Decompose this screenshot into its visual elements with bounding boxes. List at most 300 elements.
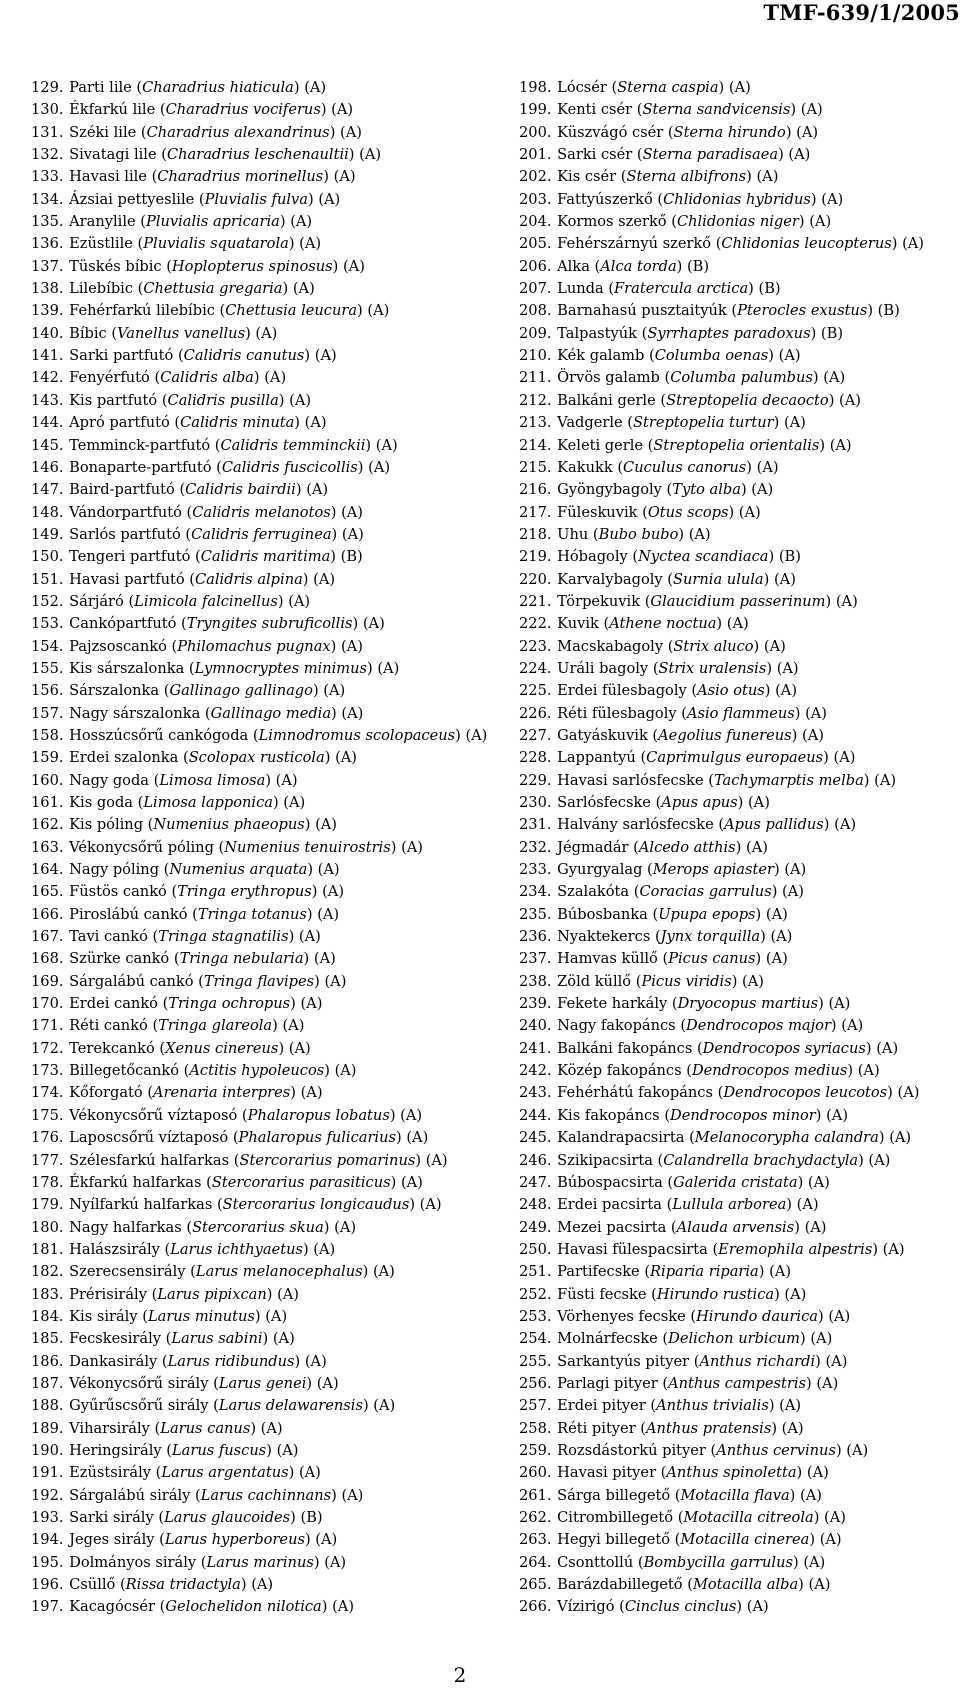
species-entry: 185. Fecskesirály (Larus sabini) (A) (31, 1330, 295, 1348)
hungarian-name: Kalandrapacsirta (557, 1129, 685, 1147)
status-category: (A) (800, 1486, 822, 1504)
species-entry: 155. Kis sárszalonka (Lymnocryptes minimus) (A) (31, 659, 400, 677)
entry-number: 136. (31, 235, 64, 253)
hungarian-name: Bíbic (69, 324, 107, 342)
species-entry: 217. Füleskuvik (Otus scops) (A) (519, 503, 761, 521)
entry-number: 230. (519, 794, 552, 811)
hungarian-name: Nyaktekercs (557, 928, 651, 946)
scientific-name: Tachymarptis melba (713, 771, 864, 789)
species-entry: 231. Halvány sarlósfecske (Apus pallidus) (A) (519, 816, 857, 834)
species-entry: 178. Ékfarkú halfarkas (Stercorarius parasiticus) (A) (31, 1173, 423, 1191)
entry-number: 141. (31, 347, 64, 365)
hungarian-name: Nagy sárszalonka (69, 704, 201, 722)
species-entry: 137. Tüskés bíbic (Hoplopterus spinosus) (A) (31, 257, 365, 275)
status-category: (B) (778, 548, 801, 566)
entry-number: 160. (31, 771, 64, 789)
hungarian-name: Fehérfarkú lilebíbic (69, 302, 215, 320)
species-entry: 229. Havasi sarlósfecske (Tachymarptis melba) (A) (519, 771, 897, 789)
species-entry: 190. Heringsirály (Larus fuscus) (A) (31, 1441, 299, 1459)
species-entry: 170. Erdei cankó (Tringa ochropus) (A) (31, 995, 323, 1013)
scientific-name: Strix uralensis (658, 659, 767, 677)
entry-number: 234. (519, 883, 552, 901)
hungarian-name: Viharsirály (69, 1419, 150, 1437)
entry-number: 145. (31, 436, 64, 454)
scientific-name: Tryngites subruficollis (186, 615, 353, 633)
entry-number: 156. (31, 682, 64, 700)
hungarian-name: Sárga billegető (557, 1486, 671, 1504)
scientific-name: Gallinago media (210, 704, 332, 722)
status-category: (A) (260, 1419, 283, 1437)
species-entry: 201. Sarki csér (Sterna paradisaea) (A) (519, 146, 811, 164)
scientific-name: Upupa epops (658, 905, 756, 923)
species-entry: 202. Kis csér (Sterna albifrons) (A) (519, 168, 779, 186)
species-entry: 230. Sarlósfecske (Apus apus) (A) (519, 794, 770, 811)
entry-number: 198. (519, 79, 552, 96)
entry-number: 184. (31, 1307, 64, 1325)
species-entry: 216. Gyöngybagoly (Tyto alba) (A) (519, 481, 774, 499)
hungarian-name: Zöld küllő (557, 972, 632, 990)
scientific-name: Anthus richardi (699, 1352, 816, 1370)
status-category: (A) (313, 950, 336, 968)
hungarian-name: Kacagócsér (69, 1598, 156, 1616)
hungarian-name: Küszvágó csér (557, 123, 664, 141)
scientific-name: Gelochelidon nilotica (165, 1598, 322, 1616)
species-entry: 154. Pajzsoscankó (Philomachus pugnax) (A) (31, 637, 363, 655)
scientific-name: Limicola falcinellus (134, 592, 278, 610)
hungarian-name: Széki lile (69, 123, 137, 141)
species-entry: 152. Sárjáró (Limicola falcinellus) (A) (31, 592, 311, 610)
hungarian-name: Kék galamb (557, 347, 645, 365)
species-entry: 241. Balkáni fakopáncs (Dendrocopos syriacus) (A) (519, 1039, 899, 1057)
species-entry: 147. Baird-partfutó (Calidris bairdii) (A) (31, 481, 329, 499)
species-entry: 186. Dankasirály (Larus ridibundus) (A) (31, 1352, 327, 1370)
hungarian-name: Búbosbanka (557, 905, 648, 923)
entry-number: 255. (519, 1352, 552, 1370)
status-category: (A) (756, 168, 779, 186)
status-category: (A) (401, 838, 423, 856)
entry-number: 226. (519, 704, 552, 722)
hungarian-name: Réti cankó (69, 1017, 148, 1035)
hungarian-name: Gyűrűscsőrű sirály (69, 1397, 209, 1415)
entry-number: 213. (519, 414, 552, 432)
status-category: (A) (765, 905, 788, 923)
scientific-name: Hoplopterus spinosus (171, 257, 333, 275)
entry-number: 218. (519, 525, 552, 543)
hungarian-name: Parlagi pityer (557, 1374, 658, 1392)
status-category: (A) (806, 1464, 829, 1482)
species-entry: 234. Szalakóta (Coracias garrulus) (A) (519, 883, 804, 901)
status-category: (A) (298, 928, 321, 946)
entry-number: 179. (31, 1196, 64, 1214)
hungarian-name: Sarki sirály (69, 1509, 154, 1526)
status-category: (A) (833, 749, 856, 767)
status-category: (A) (816, 1374, 839, 1392)
entry-number: 191. (31, 1464, 64, 1482)
scientific-name: Tringa flavipes (203, 972, 315, 990)
species-entry: 135. Aranylile (Pluvialis apricaria) (A) (31, 213, 313, 231)
entry-number: 147. (31, 481, 64, 499)
species-entry: 244. Kis fakopáncs (Dendrocopos minor) (A) (519, 1106, 849, 1124)
entry-number: 219. (519, 548, 552, 566)
hungarian-name: Halászsirály (69, 1240, 160, 1258)
scientific-name: Larus ichthyaetus (170, 1240, 303, 1258)
status-category: (A) (807, 1173, 830, 1191)
scientific-name: Tringa stagnatilis (158, 928, 289, 946)
hungarian-name: Vékonycsőrű póling (69, 838, 214, 856)
species-entry: 264. Csonttollú (Bombycilla garrulus) (A) (519, 1553, 826, 1571)
species-entry: 160. Nagy goda (Limosa limosa) (A) (31, 771, 298, 789)
scientific-name: Glaucidium passerinum (650, 592, 826, 610)
entry-number: 130. (31, 101, 64, 119)
status-category: (B) (820, 324, 844, 342)
species-entry: 259. Rozsdástorkú pityer (Anthus cervinus) (A) (519, 1441, 869, 1459)
scientific-name: Sterna hirundo (673, 123, 786, 141)
status-category: (A) (782, 883, 804, 901)
species-entry: 132. Sivatagi lile (Charadrius leschenaultii) (A) (31, 146, 382, 164)
species-entry: 257. Erdei pityer (Anthus trivialis) (A) (519, 1397, 802, 1415)
hungarian-name: Alka (557, 257, 590, 275)
scientific-name: Chettusia gregaria (143, 280, 283, 298)
species-entry: 206. Alka (Alca torda) (B) (519, 257, 710, 275)
entry-number: 222. (519, 615, 552, 633)
species-entry: 146. Bonaparte-partfutó (Calidris fuscicollis) (A) (31, 458, 391, 476)
hungarian-name: Vörhenyes fecske (557, 1307, 686, 1325)
status-category: (A) (304, 1352, 327, 1370)
status-category: (A) (823, 369, 846, 387)
status-category: (A) (400, 1173, 423, 1191)
species-entry: 243. Fehérhátú fakopáncs (Dendrocopos leucotos) (A) (519, 1084, 920, 1102)
scientific-name: Sterna caspia (617, 79, 719, 96)
entry-number: 259. (519, 1441, 552, 1459)
status-category: (A) (342, 257, 365, 275)
status-category: (A) (902, 235, 924, 253)
species-entry: 218. Uhu (Bubo bubo) (A) (519, 525, 711, 543)
species-entry: 192. Sárgalábú sirály (Larus cachinnans) (A) (31, 1486, 364, 1504)
species-entry: 196. Csüllő (Rissa tridactyla) (A) (31, 1576, 274, 1594)
species-entry: 189. Viharsirály (Larus canus) (A) (31, 1419, 283, 1437)
status-category: (A) (828, 1307, 851, 1325)
hungarian-name: Erdei fülesbagoly (557, 682, 687, 700)
status-category: (A) (377, 659, 400, 677)
status-category: (B) (686, 257, 710, 275)
species-entry: 261. Sárga billegető (Motacilla flava) (A) (519, 1486, 822, 1504)
scientific-name: Dendrocopos major (686, 1017, 831, 1035)
status-category: (A) (819, 1531, 842, 1549)
status-category: (A) (788, 146, 811, 164)
scientific-name: Delichon urbicum (668, 1330, 801, 1348)
hungarian-name: Nagy póling (69, 861, 160, 879)
entry-number: 242. (519, 1062, 552, 1080)
entry-number: 208. (519, 302, 552, 320)
scientific-name: Tringa totanus (197, 905, 307, 923)
status-category: (A) (362, 615, 385, 633)
scientific-name: Phalaropus fulicarius (238, 1129, 396, 1147)
scientific-name: Scolopax rusticola (188, 749, 325, 767)
scientific-name: Charadrius hiaticula (142, 79, 294, 96)
status-category: (A) (300, 1084, 323, 1102)
entry-number: 224. (519, 659, 552, 677)
hungarian-name: Apró partfutó (69, 414, 170, 432)
species-entry: 180. Nagy halfarkas (Stercorarius skua) (A) (31, 1218, 357, 1236)
scientific-name: Chlidonias hybridus (663, 190, 811, 208)
hungarian-name: Törpekuvik (557, 592, 641, 610)
scientific-name: Tringa erythropus (177, 883, 312, 901)
entry-number: 152. (31, 592, 64, 610)
entry-number: 172. (31, 1039, 64, 1057)
hungarian-name: Búbospacsirta (557, 1173, 663, 1191)
status-category: (A) (400, 1106, 423, 1124)
hungarian-name: Kis sirály (69, 1307, 138, 1325)
scientific-name: Tyto alba (672, 481, 741, 499)
hungarian-name: Kis sárszalonka (69, 659, 185, 677)
status-category: (A) (341, 503, 363, 521)
page-number: 2 (453, 1663, 467, 1687)
scientific-name: Gallinago gallinago (169, 682, 313, 700)
species-entry: 240. Nagy fakopáncs (Dendrocopos major) (A) (519, 1017, 864, 1035)
species-entry: 204. Kormos szerkő (Chlidonias niger) (A) (519, 213, 832, 231)
hungarian-name: Billegetőcankó (69, 1062, 180, 1080)
scientific-name: Stercorarius parasiticus (211, 1173, 391, 1191)
scientific-name: Calidris ferruginea (191, 525, 332, 543)
scientific-name: Calidris alba (160, 369, 254, 387)
species-entry: 249. Mezei pacsirta (Alauda arvensis) (A) (519, 1218, 827, 1236)
status-category: (A) (783, 414, 806, 432)
hungarian-name: Tavi cankó (69, 928, 148, 946)
status-category: (B) (300, 1509, 323, 1526)
species-entry: 184. Kis sirály (Larus minutus) (A) (31, 1307, 288, 1325)
hungarian-name: Csüllő (69, 1576, 116, 1594)
entry-number: 174. (31, 1084, 64, 1102)
scientific-name: Phalaropus lobatus (247, 1106, 390, 1124)
scientific-name: Charadrius alexandrinus (146, 123, 330, 141)
hungarian-name: Ezüstlile (69, 235, 133, 253)
species-entry: 215. Kakukk (Cuculus canorus) (A) (519, 458, 779, 476)
entry-number: 235. (519, 905, 552, 923)
species-entry: 209. Talpastyúk (Syrrhaptes paradoxus) (B) (519, 324, 844, 342)
species-entry: 131. Széki lile (Charadrius alexandrinus) (A) (31, 123, 362, 141)
status-category: (A) (808, 1576, 831, 1594)
hungarian-name: Kis csér (557, 168, 617, 186)
hungarian-name: Sarlós partfutó (69, 525, 181, 543)
entry-number: 220. (519, 570, 552, 588)
status-category: (A) (773, 570, 796, 588)
species-entry: 224. Uráli bagoly (Strix uralensis) (A) (519, 659, 799, 677)
species-entry: 220. Karvalybagoly (Surnia ulula) (A) (519, 570, 796, 588)
status-category: (A) (846, 1441, 869, 1459)
species-entry: 255. Sarkantyús pityer (Anthus richardi) (A) (519, 1352, 848, 1370)
hungarian-name: Baird-partfutó (69, 481, 175, 499)
hungarian-name: Piroslábú cankó (69, 905, 188, 923)
scientific-name: Tringa nebularia (179, 950, 304, 968)
scientific-name: Surnia ulula (673, 570, 764, 588)
species-entry: 260. Havasi pityer (Anthus spinoletta) (A) (519, 1464, 829, 1482)
entry-number: 186. (31, 1352, 64, 1370)
scientific-name: Motacilla alba (692, 1576, 799, 1594)
hungarian-name: Nagy fakopáncs (557, 1017, 676, 1035)
scientific-name: Tringa ochropus (168, 995, 291, 1013)
status-category: (B) (758, 280, 781, 298)
status-category: (A) (726, 615, 749, 633)
species-entry: 153. Cankópartfutó (Tryngites subruficollis) (A) (31, 615, 385, 633)
scientific-name: Cinclus cinclus (624, 1598, 737, 1616)
hungarian-name: Vándorpartfutó (69, 503, 182, 521)
hungarian-name: Lócsér (557, 79, 607, 96)
hungarian-name: Hosszúcsőrű cankógoda (69, 726, 249, 744)
scientific-name: Dendrocopos medius (691, 1062, 848, 1080)
entry-number: 211. (519, 369, 552, 387)
entry-number: 248. (519, 1196, 552, 1214)
species-list-left (31, 77, 487, 1619)
species-entry: 164. Nagy póling (Numenius arquata) (A) (31, 861, 340, 879)
status-category: (A) (425, 1151, 448, 1169)
scientific-name: Fratercula arctica (614, 280, 749, 298)
hungarian-name: Sarki partfutó (69, 347, 174, 365)
scientific-name: Larus melanocephalus (195, 1263, 363, 1281)
hungarian-name: Karvalybagoly (557, 570, 663, 588)
scientific-name: Larus fuscus (171, 1441, 267, 1459)
hungarian-name: Gyurgyalag (557, 861, 643, 879)
entry-number: 190. (31, 1441, 64, 1459)
species-entry: 145. Temminck-partfutó (Calidris temminckii) (A) (31, 436, 398, 454)
status-category: (B) (877, 302, 900, 320)
hungarian-name: Nagy goda (69, 771, 150, 789)
entry-number: 253. (519, 1307, 552, 1325)
hungarian-name: Vízirigó (557, 1598, 615, 1616)
scientific-name: Jynx torquilla (660, 928, 761, 946)
entry-number: 138. (31, 280, 64, 298)
entry-number: 202. (519, 168, 552, 186)
entry-number: 188. (31, 1397, 64, 1415)
entry-number: 252. (519, 1285, 552, 1303)
entry-number: 139. (31, 302, 64, 320)
species-entry: 212. Balkáni gerle (Streptopelia decaocto) (A) (519, 391, 861, 409)
entry-number: 263. (519, 1531, 552, 1549)
scientific-name: Athene noctua (609, 615, 717, 633)
status-category: (A) (796, 1196, 819, 1214)
entry-number: 199. (519, 101, 552, 119)
hungarian-name: Havasi partfutó (69, 570, 185, 588)
hungarian-name: Örvös galamb (557, 369, 660, 387)
status-category: (A) (688, 525, 711, 543)
scientific-name: Hirundo daurica (696, 1307, 818, 1325)
entry-number: 223. (519, 637, 552, 655)
status-category: (A) (804, 1218, 827, 1236)
document-id: TMF-639/1/2005 (763, 0, 960, 25)
status-category: (A) (375, 436, 398, 454)
entry-number: 192. (31, 1486, 64, 1504)
status-category: (A) (292, 280, 315, 298)
entry-number: 200. (519, 123, 552, 141)
status-category: (A) (769, 1263, 792, 1281)
hungarian-name: Fenyérfutó (69, 369, 150, 387)
entry-number: 261. (519, 1486, 552, 1504)
hungarian-name: Terekcankó (69, 1039, 155, 1057)
species-entry: 133. Havasi lile (Charadrius morinellus) (A) (31, 168, 356, 186)
entry-number: 247. (519, 1173, 552, 1191)
status-category: (A) (763, 637, 786, 655)
status-category: (A) (419, 1196, 442, 1214)
species-entry: 205. Fehérszárnyú szerkő (Chlidonias leucopterus) (A) (519, 235, 924, 253)
entry-number: 134. (31, 190, 64, 208)
hungarian-name: Ékfarkú lile (69, 101, 156, 119)
hungarian-name: Mezei pacsirta (557, 1218, 667, 1236)
entry-number: 137. (31, 257, 64, 275)
status-category: (A) (746, 838, 768, 856)
status-category: (A) (805, 704, 828, 722)
scientific-name: Melanocorypha calandra (694, 1129, 879, 1147)
entry-number: 187. (31, 1374, 64, 1392)
entry-number: 146. (31, 458, 64, 476)
entry-number: 143. (31, 391, 64, 409)
hungarian-name: Közép fakopáncs (557, 1062, 682, 1080)
hungarian-name: Balkáni fakopáncs (557, 1039, 693, 1057)
hungarian-name: Laposcsőrű víztaposó (69, 1129, 229, 1147)
scientific-name: Motacilla flava (680, 1486, 790, 1504)
scientific-name: Pluvialis fulva (204, 190, 308, 208)
species-entry: 129. Parti lile (Charadrius hiaticula) (A) (31, 79, 327, 96)
scientific-name: Coracias garrulus (639, 883, 772, 901)
entry-number: 129. (31, 79, 64, 96)
hungarian-name: Fattyúszerkő (557, 190, 653, 208)
status-category: (A) (742, 972, 764, 990)
status-category: (A) (876, 1039, 899, 1057)
species-entry: 169. Sárgalábú cankó (Tringa flavipes) (A) (31, 972, 347, 990)
scientific-name: Calidris maritima (200, 548, 331, 566)
scientific-name: Streptopelia decaocto (666, 391, 829, 409)
hungarian-name: Szerecsensirály (69, 1263, 186, 1281)
scientific-name: Motacilla cinerea (680, 1531, 810, 1549)
status-category: (A) (324, 972, 347, 990)
hungarian-name: Macskabagoly (557, 637, 664, 655)
scientific-name: Motacilla citreola (683, 1509, 814, 1526)
status-category: (A) (317, 861, 340, 879)
hungarian-name: Hamvas küllő (557, 950, 658, 968)
species-entry: 226. Réti fülesbagoly (Asio flammeus) (A) (519, 704, 828, 722)
scientific-name: Larus glaucoides (164, 1509, 291, 1526)
entry-number: 260. (519, 1464, 552, 1482)
species-entry: 163. Vékonycsőrű póling (Numenius tenuirostris) (A) (31, 838, 423, 856)
entry-number: 225. (519, 682, 552, 700)
status-category: (A) (304, 79, 327, 96)
hungarian-name: Hóbagoly (557, 548, 628, 566)
hungarian-name: Szürke cankó (69, 950, 170, 968)
hungarian-name: Sarlósfecske (557, 794, 651, 811)
scientific-name: Charadrius morinellus (157, 168, 324, 186)
species-entry: 203. Fattyúszerkő (Chlidonias hybridus) (A) (519, 190, 844, 208)
hungarian-name: Jeges sirály (69, 1531, 155, 1549)
species-entry: 158. Hosszúcsőrű cankógoda (Limnodromus scolopaceus) (A) (31, 726, 488, 744)
scientific-name: Larus pipixcan (157, 1285, 267, 1303)
entry-number: 171. (31, 1017, 64, 1035)
entry-number: 232. (519, 838, 552, 856)
hungarian-name: Havasi sarlósfecske (557, 771, 704, 789)
scientific-name: Anthus campestris (668, 1374, 806, 1392)
status-category: (A) (728, 79, 751, 96)
status-category: (B) (340, 548, 363, 566)
scientific-name: Numenius arquata (169, 861, 308, 879)
scientific-name: Cuculus canorus (623, 458, 747, 476)
status-category: (A) (882, 1240, 905, 1258)
hungarian-name: Havasi fülespacsirta (557, 1240, 708, 1258)
entry-number: 197. (31, 1598, 64, 1616)
hungarian-name: Bonaparte-partfutó (69, 458, 212, 476)
status-category: (A) (839, 391, 861, 409)
hungarian-name: Vékonycsőrű víztaposó (69, 1106, 238, 1124)
species-entry: 150. Tengeri partfutó (Calidris maritima) (B) (31, 548, 363, 566)
entry-number: 249. (519, 1218, 552, 1236)
scientific-name: Limnodromus scolopaceus (258, 726, 456, 744)
status-category: (A) (304, 414, 327, 432)
